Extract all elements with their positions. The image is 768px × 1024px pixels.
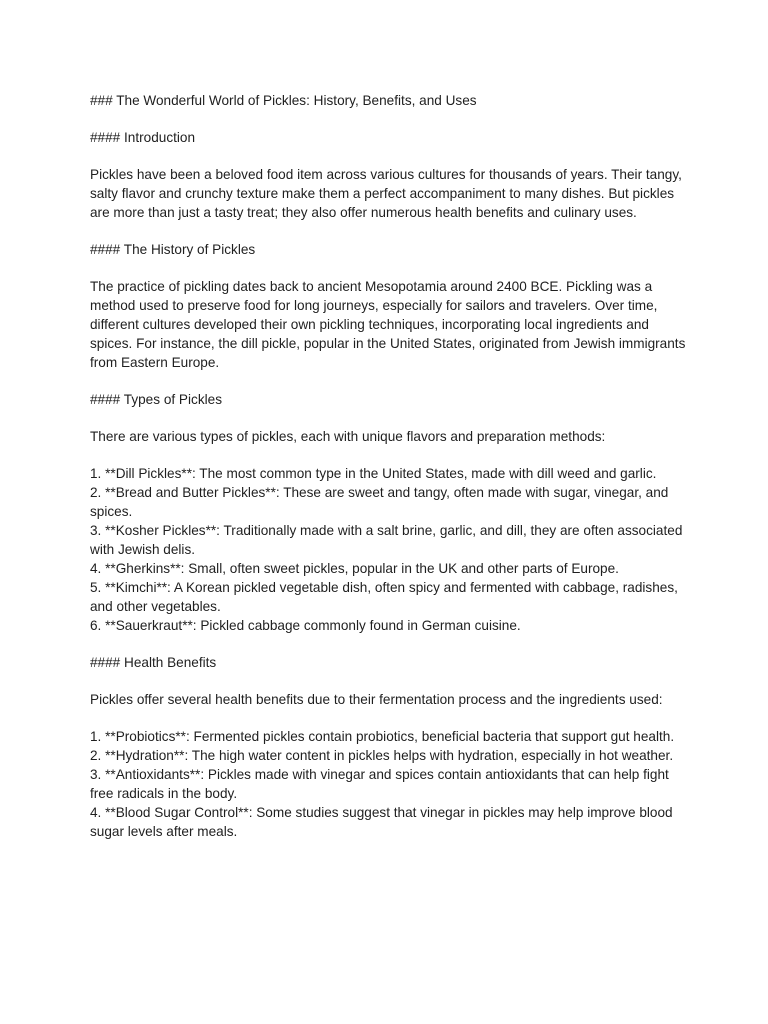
section-heading-health: #### Health Benefits bbox=[90, 655, 217, 670]
list-item: 4. **Blood Sugar Control**: Some studies suggest that vinegar in pickles may help improve blood sugar levels after meals. bbox=[90, 805, 673, 839]
types-list bbox=[90, 464, 690, 635]
introduction-paragraph: Pickles have been a beloved food item across various cultures for thousands of years. Their tangy, salty flavor and crunchy texture make them a perfect accompaniment to many dishes. But pickles are more than just a tasty treat; they also offer numerous health benefits and culinary uses. bbox=[90, 167, 682, 220]
health-intro-paragraph: Pickles offer several health benefits due to their fermentation process and the ingredients used: bbox=[90, 692, 663, 707]
types-intro-paragraph: There are various types of pickles, each with unique flavors and preparation methods: bbox=[90, 429, 606, 444]
list-item: 6. **Sauerkraut**: Pickled cabbage commonly found in German cuisine. bbox=[90, 618, 521, 633]
document-page bbox=[90, 91, 690, 859]
section-heading-types: #### Types of Pickles bbox=[90, 392, 222, 407]
list-item: 2. **Hydration**: The high water content in pickles helps with hydration, especially in hot weather. bbox=[90, 748, 674, 763]
list-item: 3. **Antioxidants**: Pickles made with vinegar and spices contain antioxidants that can help fight free radicals in the body. bbox=[90, 767, 669, 801]
section-heading-introduction: #### Introduction bbox=[90, 130, 196, 145]
list-item: 5. **Kimchi**: A Korean pickled vegetable dish, often spicy and fermented with cabbage, radishes, and other vegetables. bbox=[90, 580, 678, 614]
health-list bbox=[90, 727, 690, 841]
history-paragraph: The practice of pickling dates back to ancient Mesopotamia around 2400 BCE. Pickling was a method used to preserve food for long journeys, especially for sailors and travelers. Over time, different cultures developed their own pickling techniques, incorporating local ingredients and spices. For instance, the dill pickle, popular in the United States, originated from Jewish immigrants from Eastern Europe. bbox=[90, 279, 686, 370]
list-item: 2. **Bread and Butter Pickles**: These are sweet and tangy, often made with sugar, vinegar, and spices. bbox=[90, 485, 669, 519]
section-heading-history: #### The History of Pickles bbox=[90, 242, 256, 257]
list-item: 4. **Gherkins**: Small, often sweet pickles, popular in the UK and other parts of Europe. bbox=[90, 561, 619, 576]
document-title: ### The Wonderful World of Pickles: History, Benefits, and Uses bbox=[90, 93, 477, 108]
list-item: 3. **Kosher Pickles**: Traditionally made with a salt brine, garlic, and dill, they are often associated with Jewish delis. bbox=[90, 523, 683, 557]
list-item: 1. **Probiotics**: Fermented pickles contain probiotics, beneficial bacteria that support gut health. bbox=[90, 729, 675, 744]
list-item: 1. **Dill Pickles**: The most common type in the United States, made with dill weed and garlic. bbox=[90, 466, 657, 481]
